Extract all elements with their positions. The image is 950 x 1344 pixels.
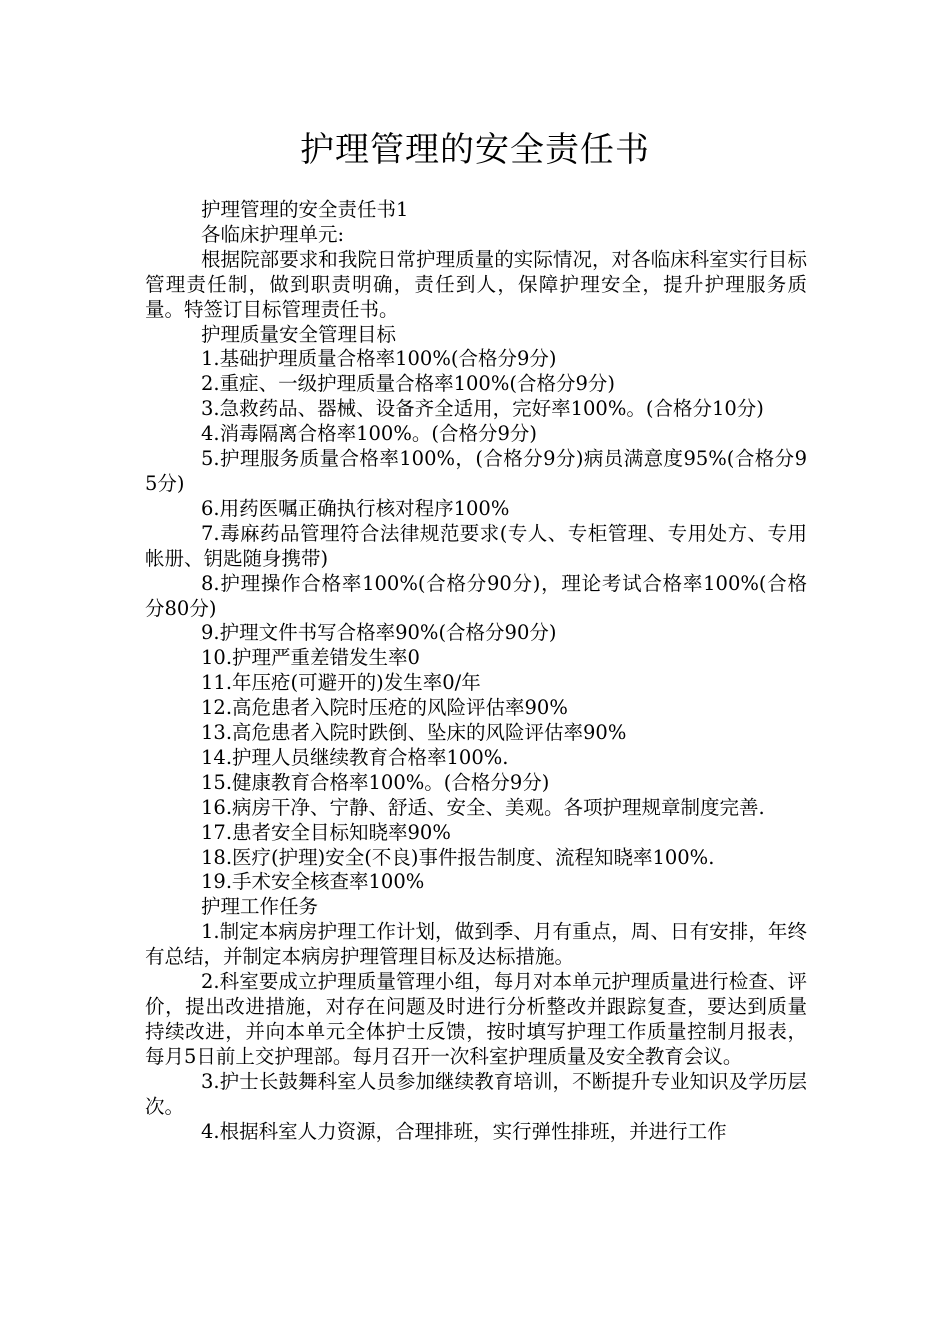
goal-item: 14.护理人员继续教育合格率100%. — [201, 745, 509, 769]
goal-item: 7.毒麻药品管理符合法律规范要求(专人、专柜管理、专用处方、专用帐册、钥匙随身携带) — [145, 521, 807, 570]
document-body — [145, 198, 807, 1144]
goal-item: 6.用药医嘱正确执行核对程序100% — [201, 496, 510, 520]
intro-paragraph: 根据院部要求和我院日常护理质量的实际情况，对各临床科室实行目标管理责任制，做到职责明确，责任到人，保障护理安全，提升护理服务质量。特签订目标管理责任书。 — [145, 247, 807, 321]
section-heading-tasks: 护理工作任务 — [201, 895, 319, 919]
document-title: 护理管理的安全责任书 — [300, 130, 650, 170]
goal-item: 8.护理操作合格率100%(合格分90分)，理论考试合格率100%(合格分80分) — [145, 571, 807, 620]
goal-item: 19.手术安全核查率100% — [201, 870, 425, 894]
task-item: 4.根据科室人力资源，合理排班，实行弹性排班，并进行工作 — [201, 1119, 727, 1143]
goal-item: 16.病房干净、宁静、舒适、安全、美观。各项护理规章制度完善. — [201, 795, 765, 819]
goal-item: 1.基础护理质量合格率100%(合格分9分) — [201, 347, 557, 371]
goal-item: 15.健康教育合格率100%。(合格分9分) — [201, 770, 550, 794]
document-heading-1: 护理管理的安全责任书1 — [201, 198, 409, 221]
salutation: 各临床护理单元: — [201, 222, 345, 246]
task-item: 3.护士长鼓舞科室人员参加继续教育培训，不断提升专业知识及学历层次。 — [145, 1069, 807, 1118]
task-item: 2.科室要成立护理质量管理小组，每月对本单元护理质量进行检查、评价，提出改进措施，对存在问题及时进行分析整改并跟踪复查，要达到质量持续改进，并向本单元全体护士反馈，按时填写护理工作质量控制月报表，每月5日前上交护理部。每月召开一次科室护理质量及安全教育会议。 — [145, 970, 807, 1068]
goal-item: 17.患者安全目标知晓率90% — [201, 820, 451, 844]
goal-item: 13.高危患者入院时跌倒、坠床的风险评估率90% — [201, 721, 627, 745]
goal-item: 12.高危患者入院时压疮的风险评估率90% — [201, 696, 568, 720]
goal-item: 11.年压疮(可避开的)发生率0/年 — [201, 671, 481, 695]
goal-item: 3.急救药品、器械、设备齐全适用，完好率100%。(合格分10分) — [201, 397, 764, 421]
task-item: 1.制定本病房护理工作计划，做到季、月有重点，周、日有安排，年终有总结，并制定本病房护理管理目标及达标措施。 — [145, 920, 807, 969]
goal-item: 18.医疗(护理)安全(不良)事件报告制度、流程知晓率100%. — [201, 845, 715, 869]
goal-item: 2.重症、一级护理质量合格率100%(合格分9分) — [201, 372, 615, 396]
goal-item: 9.护理文件书写合格率90%(合格分90分) — [201, 621, 557, 645]
goal-item: 4.消毒隔离合格率100%。(合格分9分) — [201, 422, 537, 446]
goal-item: 10.护理严重差错发生率0 — [201, 646, 420, 670]
goal-item: 5.护理服务质量合格率100%，(合格分9分)病员满意度95%(合格分95分) — [145, 447, 807, 495]
section-heading-goals: 护理质量安全管理目标 — [201, 322, 397, 346]
